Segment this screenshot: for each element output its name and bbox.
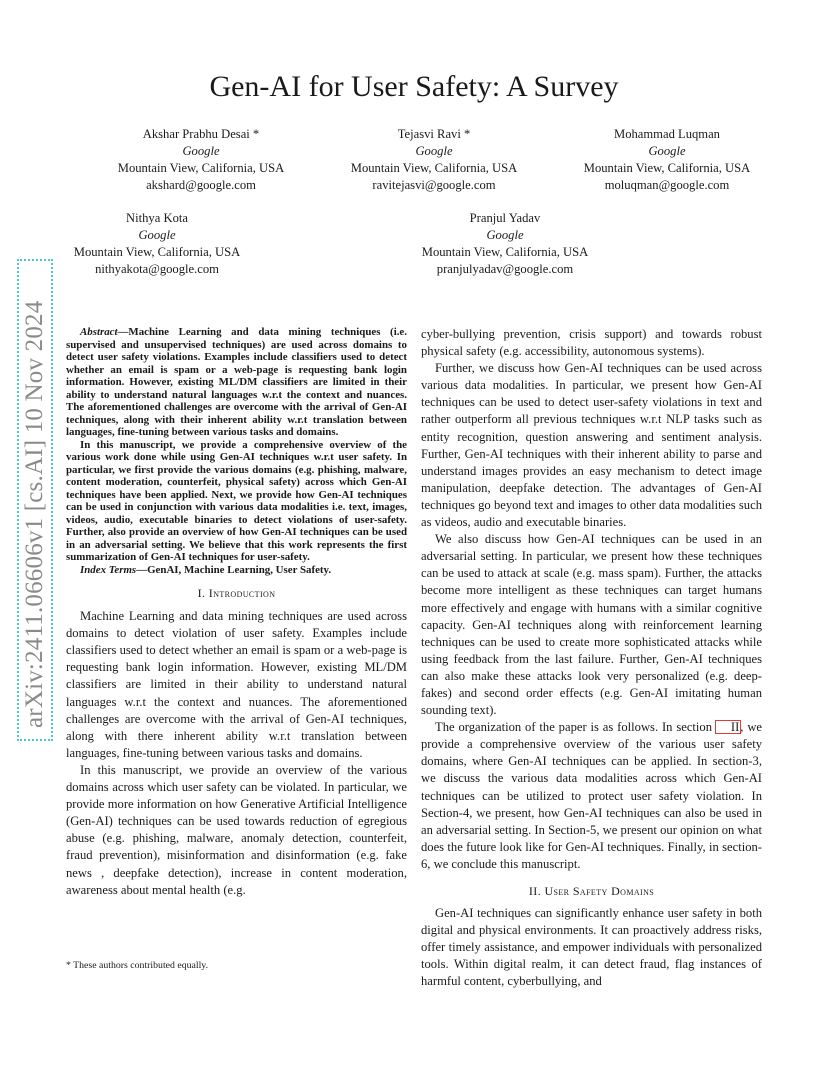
arxiv-identifier-link[interactable]: arXiv:2411.06606v1 [cs.AI] 10 Nov 2024 bbox=[18, 260, 52, 740]
body-paragraph: Gen-AI techniques can significantly enhance user safety in both digital and physical environments. It can proactively address risks, offer timely assistance, and empower individuals with personalized tools. Within digital realm, it can detect fraud, flag instances of harmful content, cyberbullying, and bbox=[421, 906, 762, 989]
author-location: Mountain View, California, USA bbox=[350, 161, 518, 175]
abstract-paragraph: In this manuscript, we provide a comprehensive overview of the various work done while using Gen-AI techniques w.r.t user safety. In particular, we first provide the various domains (e.g. phishing, malware, content moderation, counterfeit, physical safety) across which Gen-AI techniques have been applied. Next, we provide how Gen-AI techniques can be used in conjunction with various data modalities i.e. text, images, videos, audio, executable binaries to detect violations of user-safety. Further, also provide an overview of how Gen-AI techniques can be used in an adversarial setting. We believe that this work represents the first summarization of Gen-AI techniques for user-safety. bbox=[66, 438, 407, 563]
author-name: Mohammad Luqman bbox=[614, 127, 720, 141]
author-name: Nithya Kota bbox=[126, 211, 188, 225]
introduction-section bbox=[66, 585, 407, 899]
footnote: * These authors contributed equally. bbox=[66, 960, 209, 971]
author-block bbox=[329, 126, 539, 194]
author-email: ravitejasvi@google.com bbox=[372, 178, 496, 192]
author-location: Mountain View, California, USA bbox=[583, 161, 751, 175]
author-affiliation: Google bbox=[415, 144, 453, 158]
index-terms-text: —GenAI, Machine Learning, User Safety. bbox=[136, 563, 332, 576]
left-column bbox=[66, 326, 407, 899]
paper-title: Gen-AI for User Safety: A Survey bbox=[209, 70, 619, 103]
author-email: nithyakota@google.com bbox=[95, 262, 219, 276]
abstract bbox=[66, 326, 407, 576]
abstract-paragraph bbox=[66, 326, 407, 439]
section-heading-introduction: I. Introduction bbox=[197, 586, 276, 600]
author-affiliation: Google bbox=[138, 228, 176, 242]
author-name: Pranjul Yadav bbox=[469, 211, 541, 225]
author-name: Akshar Prabhu Desai * bbox=[142, 127, 260, 141]
right-column bbox=[421, 326, 762, 991]
author-block bbox=[562, 126, 772, 194]
paragraph-text: , we provide a comprehensive overview of the various user safety domains, where Gen-AI techniques can be applied. In section-3, we discuss the various data modalities across which Gen-AI techniques can be utilized to protect user safety violation. In Section-4, we present, how Gen-AI techniques can also be used in an adversarial setting. In Section-5, we present our opinion on what does the future look like for Gen-AI techniques. Finally, in section-6, we conclude this manuscript. bbox=[421, 720, 763, 871]
body-paragraph: Machine Learning and data mining techniques are used across domains to detect violation of user safety. Examples include classifiers used to detect whether an email is spam or a web-page is requesting bank login information. However, existing ML/DM classifiers are limited in their ability to understand natural languages w.r.t the context and nuances. The aforementioned challenges are overcome with the arrival of Gen-AI techniques, along with there inherent ability w.r.t translation between languages, fine-tuning between various tasks and domains. bbox=[66, 609, 407, 760]
author-block bbox=[96, 126, 306, 194]
abstract-label: Abstract bbox=[80, 326, 118, 338]
author-email: moluqman@google.com bbox=[604, 178, 730, 192]
author-affiliation: Google bbox=[182, 144, 220, 158]
author-affiliation: Google bbox=[486, 228, 524, 242]
body-paragraph: We also discuss how Gen-AI techniques can be used in an adversarial setting. In particular, we present how these techniques can be used to attack at scale (e.g. mass spam). Further, the attacks become more intelligent as these techniques can target humans more effectively and engage with humans with a similar cognitive capacity. Gen-AI techniques along with reinforcement learning techniques can be used to create more sophisticated attacks while using feedback from the last failure. Further, Gen-AI techniques can also make these attacks look very personalized (e.g. deep-fakes) and second order effects (e.g. Gen-AI imitating human sounding text). bbox=[421, 532, 762, 718]
author-affiliation: Google bbox=[648, 144, 686, 158]
author-location: Mountain View, California, USA bbox=[117, 161, 285, 175]
paragraph-text: The organization of the paper is as follows. In section bbox=[435, 720, 716, 735]
abstract-text: —Machine Learning and data mining techniques (i.e. supervised and unsupervised techniques) are used across domains to detect user safety violations. Examples include classifiers used to detect whether an email is spam or a web-page is requesting bank login information. However, existing ML/DM classifiers are limited in their ability to understand natural languages w.r.t the context and nuances. The aforementioned challenges are overcome with the arrival of Gen-AI techniques, along with their inherent ability w.r.t translation between languages, fine-tuning between various tasks and domains. bbox=[66, 326, 407, 438]
body-paragraph: cyber-bullying prevention, crisis support) and towards robust physical safety (e.g. accessibility, autonomous systems). bbox=[421, 327, 762, 359]
section-reference-link[interactable]: II bbox=[716, 721, 740, 733]
index-terms-label: Index Terms bbox=[80, 563, 137, 576]
author-block bbox=[400, 210, 610, 278]
section-heading-user-safety-domains: II. User Safety Domains bbox=[528, 884, 655, 898]
author-location: Mountain View, California, USA bbox=[73, 245, 241, 259]
author-location: Mountain View, California, USA bbox=[421, 245, 589, 259]
body-paragraph: Further, we discuss how Gen-AI techniques can be used across various data modalities. In particular, we present how Gen-AI techniques can be used to detect user-safety violations in text and rather outperform all previous techniques w.r.t NLP tasks such as entity recognition, question answering and sentiment analysis. Further, Gen-AI techniques with their inherent ability to parse and understand images provides an easy mechanism to detect image manipulation, deepfake detection. The advantages of Gen-AI techniques go beyond text and images to other data modalities such as videos, audio and executable binaries. bbox=[421, 361, 762, 530]
body-paragraph bbox=[421, 719, 762, 873]
author-block bbox=[52, 210, 262, 278]
index-terms bbox=[66, 564, 407, 577]
author-email: akshard@google.com bbox=[146, 178, 256, 192]
author-email: pranjulyadav@google.com bbox=[436, 262, 574, 276]
body-paragraph: In this manuscript, we provide an overview of the various domains across which user safety can be violated. In particular, we provide more information on how Generative Artificial Intelligence (Gen-AI) techniques can be used towards reduction of egregious abuse (e.g. phishing, malware, anomaly detection, counterfeit, fraud prevention), misinformation and disinformation (e.g. fake news , deepfake detection), increase in content moderation, awareness about mental health (e.g. bbox=[66, 762, 407, 897]
author-name: Tejasvi Ravi * bbox=[397, 127, 471, 141]
